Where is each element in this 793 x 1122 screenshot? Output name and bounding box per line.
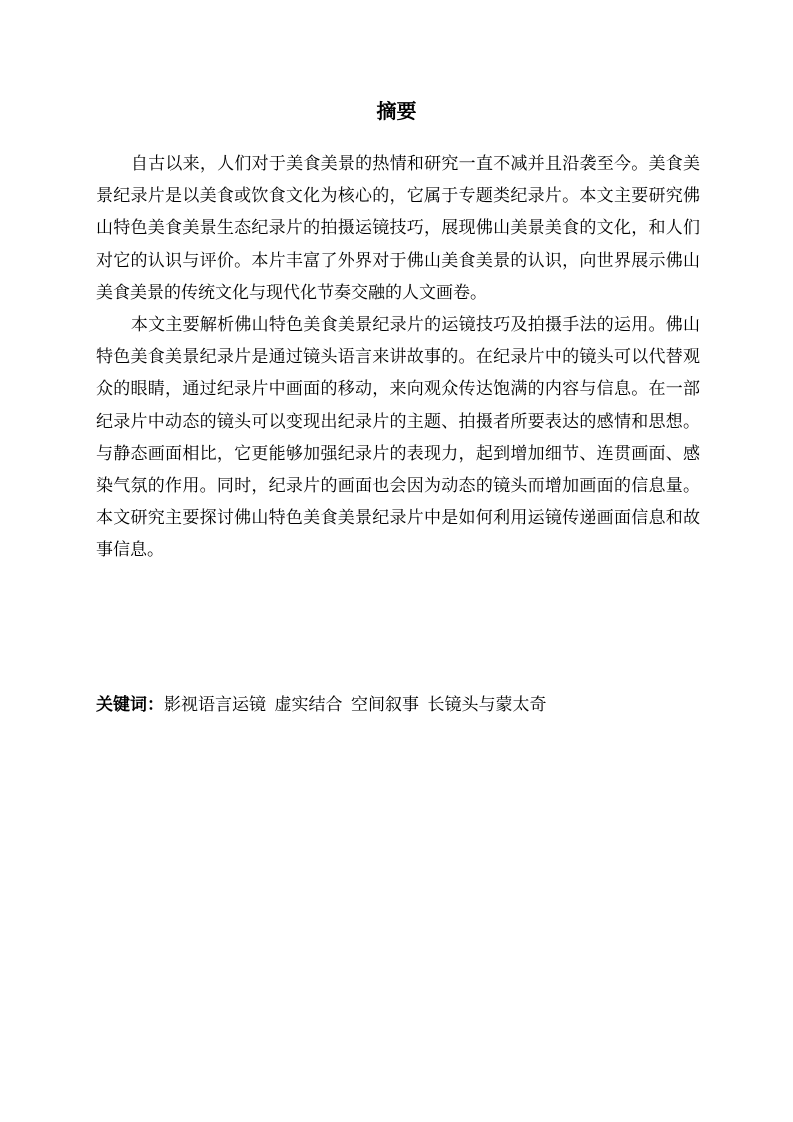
abstract-paragraph-2: 本文主要解析佛山特色美食美景纪录片的运镜技巧及拍摄手法的运用。佛山特色美食美景纪录片是通过镜头语言来讲故事的。在纪录片中的镜头可以代替观众的眼睛，通过纪录片中画面的移动，来向观众传达饱满的内容与信息。在一部纪录片中动态的镜头可以变现出纪录片的主题、拍摄者所要表达的感情和思想。与静态画面相比，它更能够加强纪录片的表现力，起到增加细节、连贯画面、感染气氛的作用。同时，纪录片的画面也会因为动态的镜头而增加画面的信息量。本文研究主要探讨佛山特色美食美景纪录片中是如何利用运镜传递画面信息和故事信息。 [96, 315, 700, 561]
abstract-body [96, 148, 700, 567]
keywords-label: 关键词： [96, 695, 164, 715]
keyword-item: 影视语言运镜 [164, 695, 266, 715]
abstract-paragraph-1: 自古以来，人们对于美食美景的热情和研究一直不减并且沿袭至今。美食美景纪录片是以美食或饮食文化为核心的，它属于专题类纪录片。本文主要研究佛山特色美食美景生态纪录片的拍摄运镜技巧，展现佛山美景美食的文化，和人们对它的认识与评价。本片丰富了外界对于佛山美食美景的认识，向世界展示佛山美食美景的传统文化与现代化节奏交融的人文画卷。 [96, 154, 700, 303]
keyword-item: 长镜头与蒙太奇 [427, 695, 547, 715]
keywords-line [96, 691, 700, 719]
keyword-item: 虚实结合 [274, 695, 343, 715]
abstract-title: 摘要 [376, 99, 417, 123]
keyword-item: 空间叙事 [351, 695, 419, 715]
